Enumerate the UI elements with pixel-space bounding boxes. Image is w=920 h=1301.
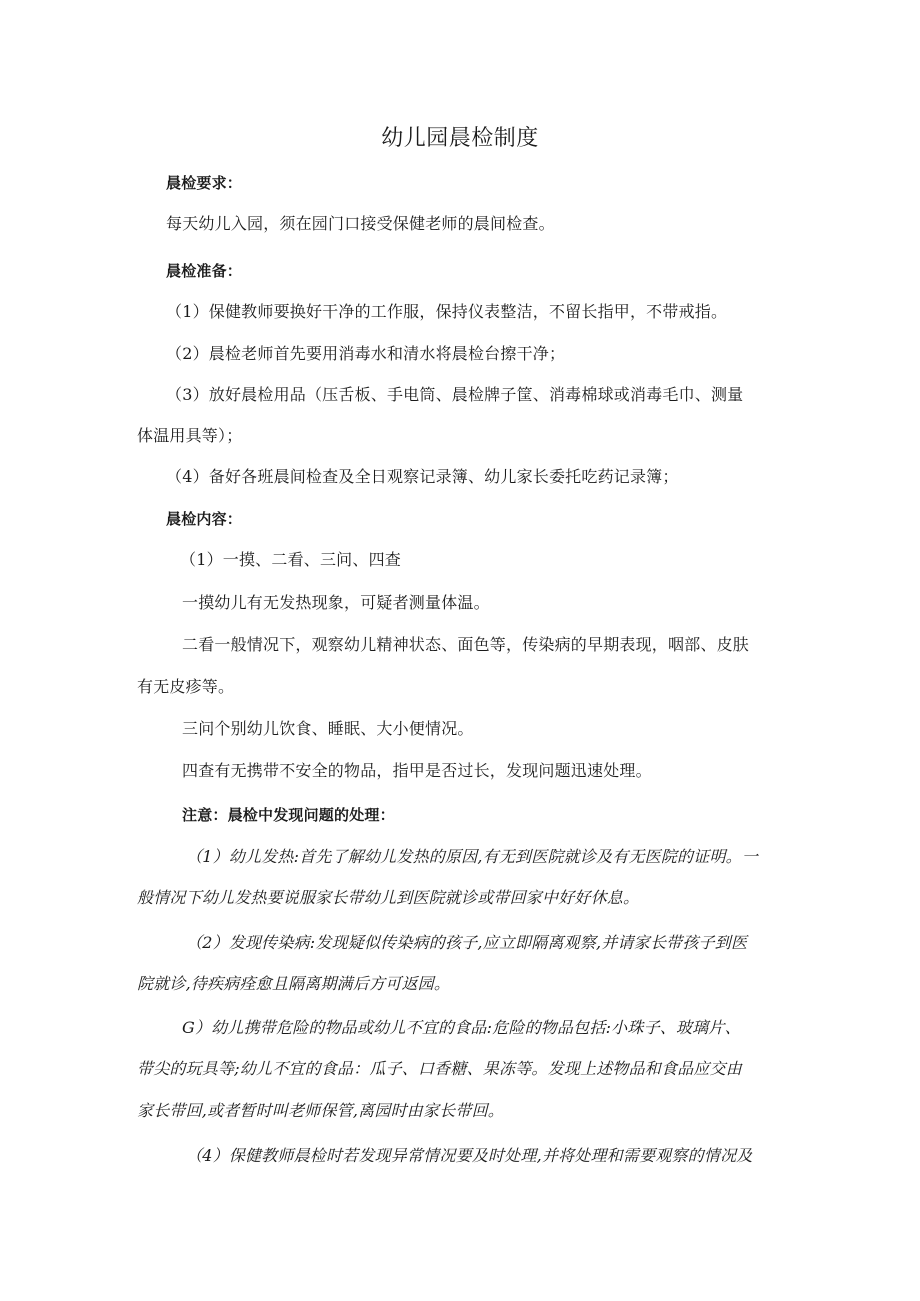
- preparation-item-3-line-2: 体温用具等）；: [137, 426, 243, 445]
- notes-fever-line-2: 般情况下幼儿发热要说服家长带幼儿到医院就诊或带回家中好好休息。: [137, 888, 640, 907]
- preparation-item-4: （4）备好各班晨间检查及全日观察记录簿、幼儿家长委托吃药记录簿；: [166, 467, 679, 486]
- notes-infection-line-1: （2）发现传染病:发现疑似传染病的孩子,应立即隔离观察,并请家长带孩子到医: [186, 933, 748, 952]
- content-look-line-2: 有无皮疹等。: [137, 677, 235, 696]
- notes-infection-line-2: 院就诊,待疾病痊愈且隔离期满后方可返园。: [137, 974, 451, 993]
- preparation-item-3-line-1: （3）放好晨检用品（压舌板、手电筒、晨检牌子筐、消毒棉球或消毒毛巾、测量: [166, 385, 744, 404]
- preparation-item-1: （1）保健教师要换好干净的工作服，保持仪表整洁，不留长指甲，不带戒指。: [166, 302, 728, 321]
- notes-danger-line-1: G）幼儿携带危险的物品或幼儿不宜的食品:危险的物品包括:小珠子、玻璃片、: [182, 1018, 741, 1037]
- content-ask: 三问个别幼儿饮食、睡眠、大小便情况。: [182, 719, 474, 738]
- requirements-text: 每天幼儿入园，须在园门口接受保健老师的晨间检查。: [166, 214, 555, 233]
- preparation-heading: 晨检准备：: [166, 262, 243, 280]
- notes-heading: 注意：晨检中发现问题的处理：: [182, 806, 395, 824]
- notes-abnormal-line-1: （4）保健教师晨检时若发现异常情况要及时处理,并将处理和需要观察的情况及: [186, 1146, 753, 1165]
- requirements-heading: 晨检要求：: [166, 174, 243, 192]
- content-check: 四查有无携带不安全的物品，指甲是否过长，发现问题迅速处理。: [182, 761, 652, 780]
- preparation-item-2: （2）晨检老师首先要用消毒水和清水将晨检台擦干净；: [166, 344, 566, 363]
- content-touch: 一摸幼儿有无发热现象，可疑者测量体温。: [182, 593, 490, 612]
- content-heading: 晨检内容：: [166, 510, 243, 528]
- notes-danger-line-2: 带尖的玩具等;幼儿不宜的食品：瓜子、口香糖、果冻等。发现上述物品和食品应交由: [137, 1059, 742, 1078]
- document-title: 幼儿园晨检制度: [381, 126, 539, 151]
- content-look-line-1: 二看一般情况下，观察幼儿精神状态、面色等，传染病的早期表现，咽部、皮肤: [182, 635, 750, 654]
- notes-danger-line-3: 家长带回,或者暂时叫老师保管,离园时由家长带回。: [137, 1101, 504, 1120]
- content-item-1: （1）一摸、二看、三问、四查: [180, 550, 401, 569]
- notes-fever-line-1: （1）幼儿发热:首先了解幼儿发热的原因,有无到医院就诊及有无医院的证明。一: [186, 847, 759, 866]
